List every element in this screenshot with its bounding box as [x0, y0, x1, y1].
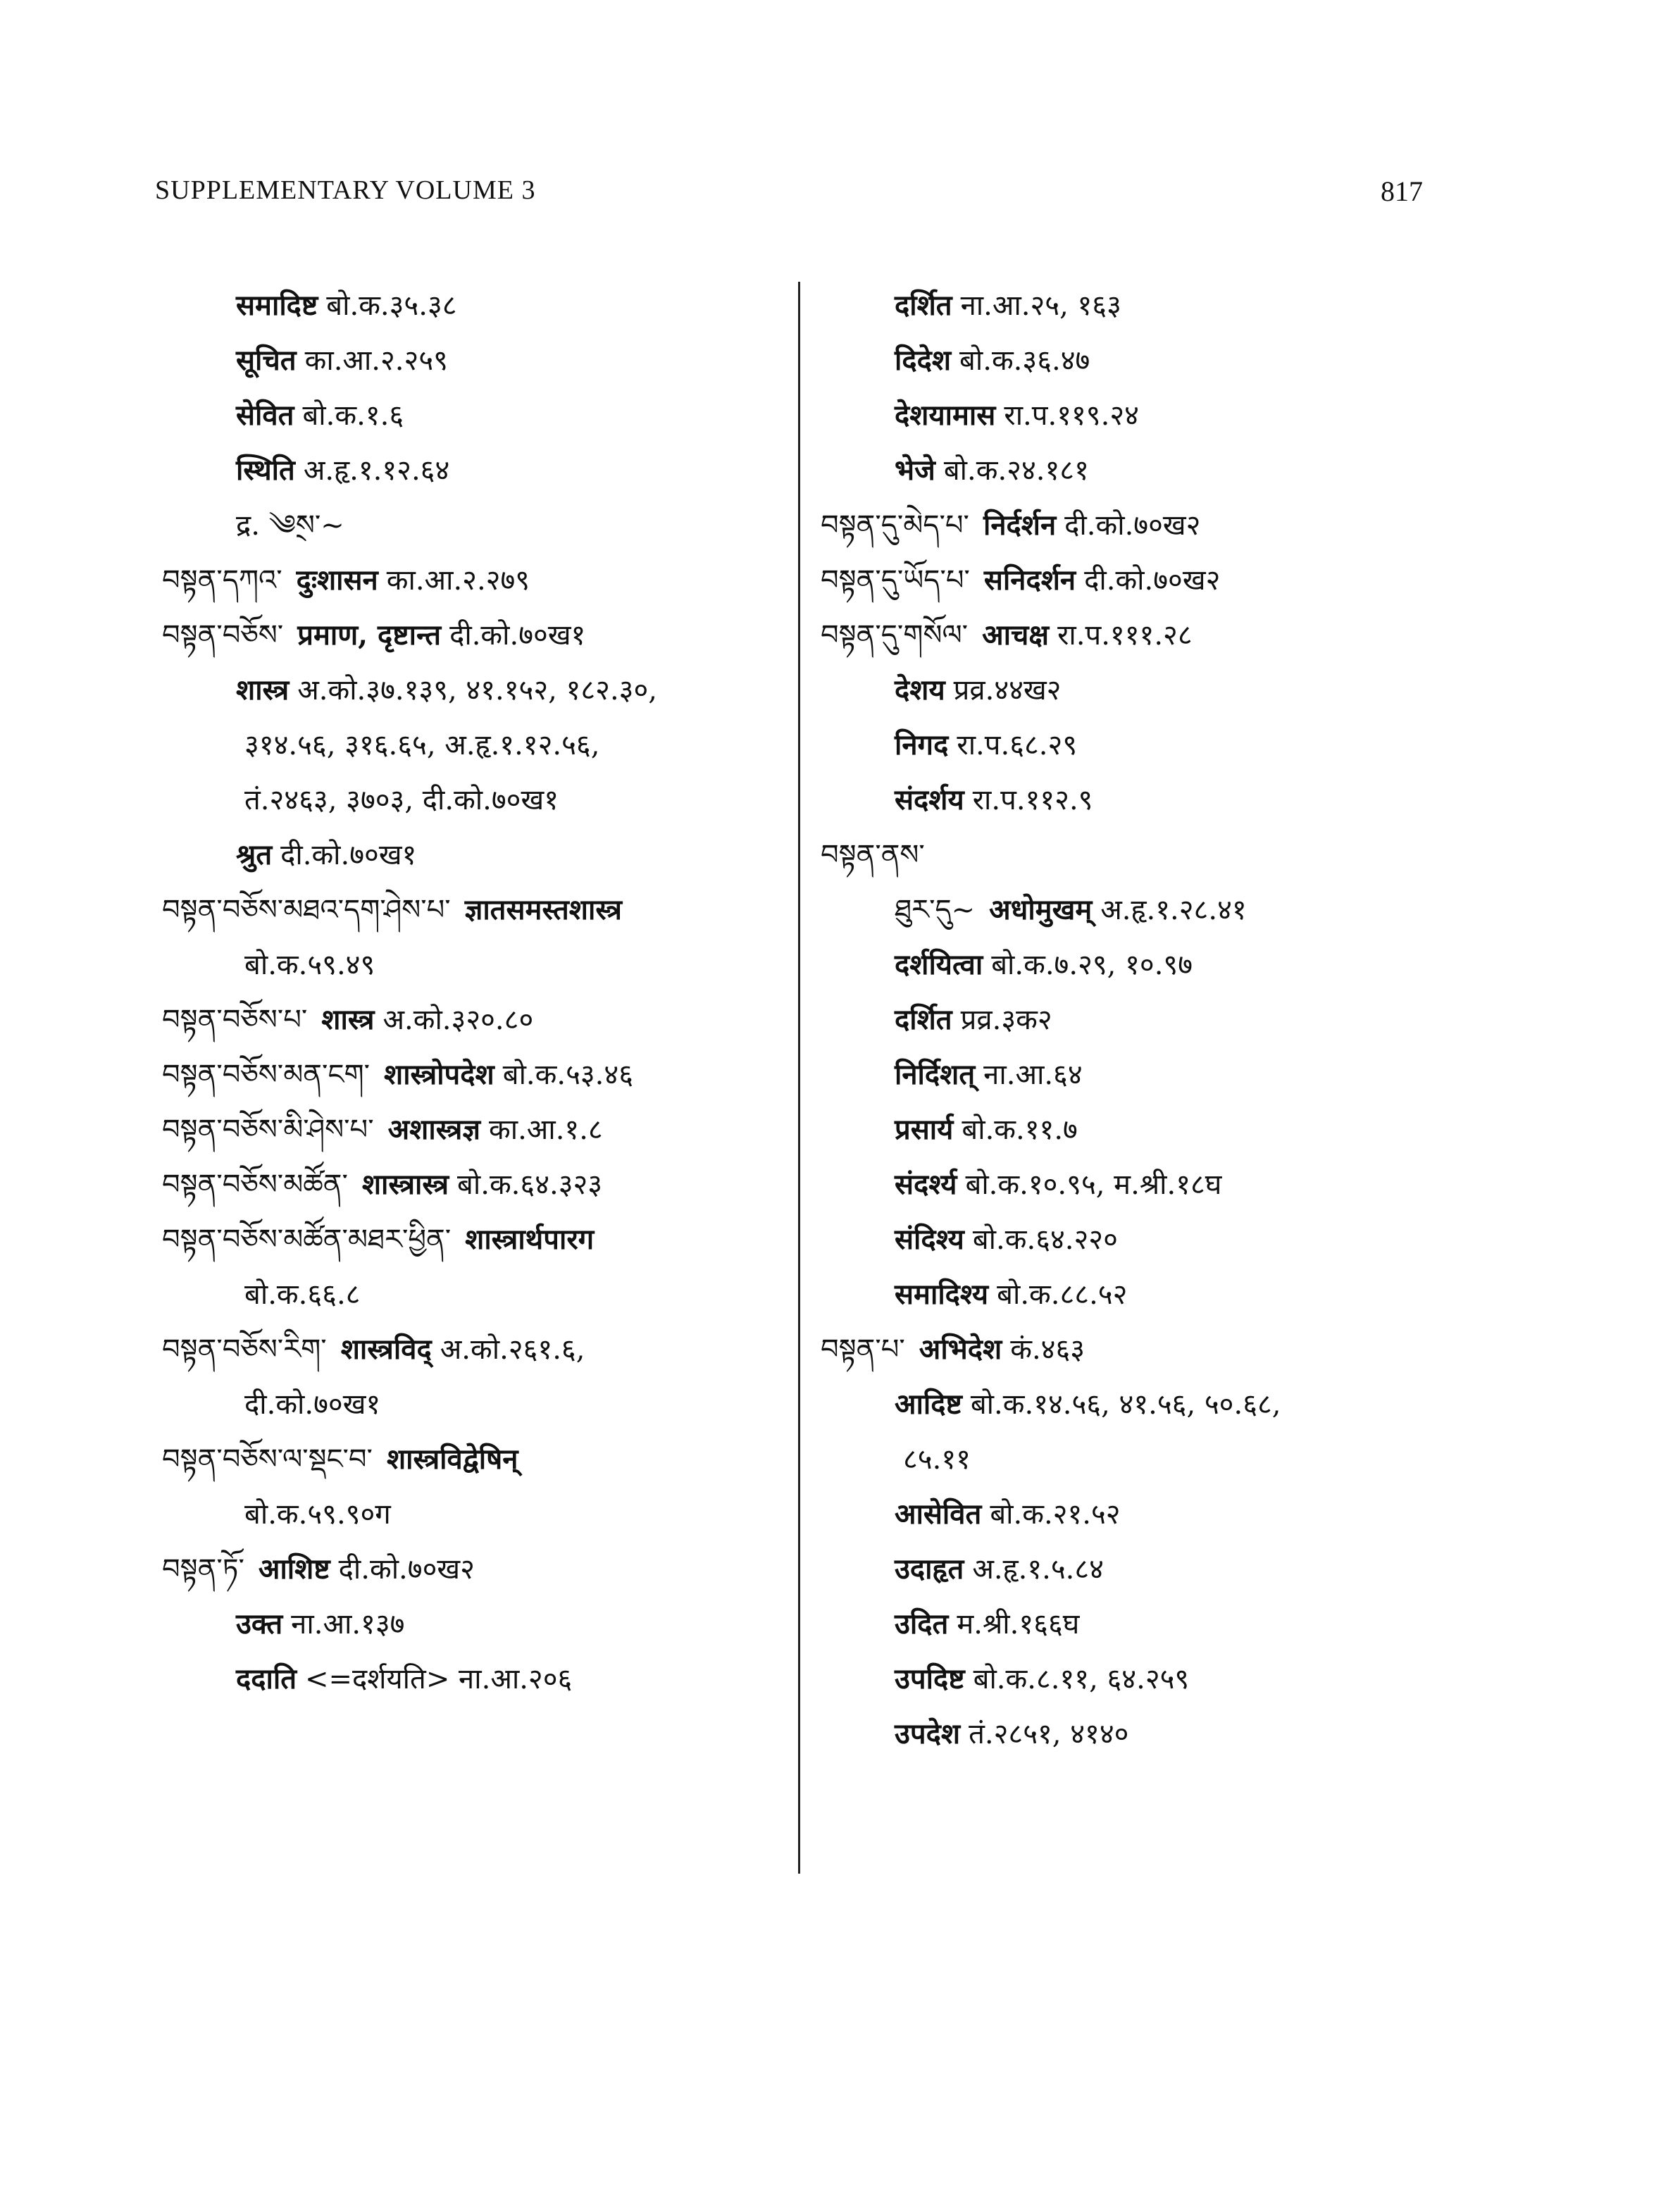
- tibetan-term: བསྟན་བཅོས་མན་ངག་: [162, 1059, 370, 1091]
- dictionary-subentry-line: [162, 278, 796, 333]
- dictionary-subentry-line: [821, 388, 1433, 443]
- source-reference: तं.२४६३, ३७०३, दी.को.७०ख१: [244, 784, 559, 816]
- source-reference: रा.प.१११.२८: [1057, 619, 1193, 652]
- sanskrit-term: दर्शित: [895, 289, 952, 322]
- source-reference: बो.क.१४.५६, ४१.५६, ५०.६८,: [970, 1388, 1281, 1421]
- tibetan-term: ཐུར་དུ~: [895, 894, 976, 926]
- dictionary-subentry-line: [162, 498, 796, 553]
- dictionary-subentry-line: [821, 938, 1433, 992]
- dictionary-subentry-line: [162, 388, 796, 443]
- source-reference: ८५.११: [903, 1443, 971, 1476]
- sanskrit-term: उदित: [895, 1607, 949, 1640]
- running-head: SUPPLEMENTARY VOLUME 3: [155, 175, 536, 205]
- sanskrit-term: भेजे: [895, 454, 935, 487]
- sanskrit-term: शास्त्रास्त्र: [361, 1168, 449, 1201]
- dictionary-subentry-line: [821, 773, 1433, 828]
- sanskrit-term: उपदेश: [895, 1717, 961, 1750]
- sanskrit-term: ज्ञातसमस्तशास्त्र: [464, 893, 623, 926]
- dictionary-subentry-line: [821, 1487, 1433, 1542]
- sanskrit-term: दर्शित: [895, 1003, 952, 1036]
- sanskrit-term: सनिदर्शन: [983, 564, 1076, 597]
- sanskrit-term: आदिष्ट: [895, 1388, 962, 1421]
- sanskrit-term: शास्त्रविद्: [340, 1333, 432, 1366]
- source-reference: दी.को.७०ख१: [244, 1388, 381, 1421]
- source-reference: अ.को.३२०.८०: [382, 1004, 534, 1036]
- source-reference: बो.क.१.६: [302, 399, 404, 432]
- right-column: [821, 278, 1433, 1762]
- source-reference: तं.२८५१, ४१४०: [969, 1718, 1129, 1750]
- source-reference: <=दर्शयति> ना.आ.२०६: [305, 1663, 573, 1695]
- dictionary-subentry-line: [821, 1377, 1433, 1432]
- dictionary-subentry-line: [162, 938, 796, 992]
- source-reference: बो.क.६४.२२०: [972, 1224, 1118, 1256]
- dictionary-subentry-line: [821, 883, 1433, 938]
- dictionary-headword-line: [162, 992, 796, 1047]
- left-column: [162, 278, 796, 1707]
- dictionary-subentry-line: [821, 1707, 1433, 1762]
- dictionary-headword-line: [162, 1212, 796, 1267]
- sanskrit-term: अशास्त्रज्ञ: [387, 1113, 481, 1146]
- sanskrit-term: निर्दिशत्: [895, 1058, 976, 1091]
- source-reference: दी.को.७०ख२: [1084, 564, 1221, 597]
- source-reference: बो.क.७.२९, १०.९७: [991, 949, 1193, 981]
- dictionary-subentry-line: [821, 1102, 1433, 1157]
- sanskrit-term: स्थिति: [236, 454, 295, 487]
- source-reference: अ.को.३७.१३९, ४१.१५२, १८२.३०,: [297, 674, 657, 706]
- sanskrit-term: सेवित: [236, 399, 294, 432]
- source-reference: बो.क.६४.३२३: [457, 1169, 603, 1201]
- sanskrit-term: संदर्शय: [895, 783, 964, 816]
- cross-reference: द्र. ༄྄ས་~: [236, 509, 344, 542]
- page-number: 817: [1381, 175, 1423, 207]
- source-reference: ना.आ.६४: [983, 1059, 1083, 1091]
- tibetan-term: བསྟན་དུ་གསོལ་: [821, 619, 969, 652]
- source-reference: बो.क.१०.९५, म.श्री.१८घ: [965, 1169, 1222, 1201]
- tibetan-term: བསྟན་བཅོས་: [162, 619, 284, 652]
- dictionary-headword-line: [821, 828, 1433, 883]
- source-reference: बो.क.५९.९०ग: [244, 1498, 391, 1531]
- tibetan-term: བསྟན་བཅོས་མཚོན་: [162, 1169, 348, 1201]
- dictionary-headword-line: [162, 1542, 796, 1597]
- dictionary-subentry-line: [821, 1597, 1433, 1652]
- page-header: [155, 175, 1423, 217]
- tibetan-term: བསྟན་པ་: [821, 1333, 905, 1366]
- dictionary-subentry-line: [821, 1652, 1433, 1707]
- tibetan-term: བསྟན་བཅོས་པ་: [162, 1004, 308, 1036]
- dictionary-subentry-line: [821, 1212, 1433, 1267]
- source-reference: बो.क.३६.४७: [959, 344, 1090, 377]
- sanskrit-term: शास्त्रार्थपारग: [465, 1223, 595, 1256]
- source-reference: का.आ.२.२५९: [304, 344, 448, 377]
- dictionary-headword-line: [162, 883, 796, 938]
- tibetan-term: བསྟན་ཏོ་: [162, 1553, 244, 1586]
- sanskrit-term: श्रुत: [236, 838, 273, 871]
- sanskrit-term: अधोमुखम्: [989, 893, 1093, 926]
- dictionary-subentry-line: [162, 828, 796, 883]
- dictionary-subentry-line: [821, 992, 1433, 1047]
- sanskrit-term: उपदिष्ट: [895, 1662, 965, 1695]
- tibetan-term: བསྟན་དུ་མེད་པ་: [821, 509, 969, 542]
- source-reference: बो.क.५९.४९: [244, 949, 375, 981]
- tibetan-term: བསྟན་བཅོས་མཐའ་དག་ཤེས་པ་: [162, 894, 451, 926]
- tibetan-term: བསྟན་བཅོས་མི་ཤེས་པ་: [162, 1114, 374, 1146]
- source-reference: कं.४६३: [1010, 1333, 1085, 1366]
- sanskrit-term: अभिदेश: [919, 1333, 1002, 1366]
- dictionary-subentry-line: [162, 773, 796, 828]
- dictionary-subentry-line: [821, 443, 1433, 498]
- dictionary-headword-line: [162, 608, 796, 663]
- sanskrit-term: दुःशासन: [296, 564, 378, 597]
- source-reference: ना.आ.१३७: [291, 1608, 405, 1640]
- source-reference: दी.को.७०ख२: [338, 1553, 475, 1586]
- source-reference: बो.क.३५.३८: [326, 289, 457, 322]
- dictionary-subentry-line: [821, 1047, 1433, 1102]
- dictionary-headword-line: [162, 1322, 796, 1377]
- sanskrit-term: निगद: [895, 728, 949, 761]
- sanskrit-term: शास्त्रोपदेश: [384, 1058, 494, 1091]
- dictionary-headword-line: [162, 1157, 796, 1212]
- sanskrit-term: समादिष्ट: [236, 289, 318, 322]
- sanskrit-term: आचक्ष: [982, 618, 1050, 652]
- dictionary-subentry-line: [162, 1377, 796, 1432]
- dictionary-subentry-line: [162, 1597, 796, 1652]
- source-reference: ना.आ.२५, १६३: [960, 289, 1121, 322]
- sanskrit-term: उदाहृत: [895, 1552, 964, 1586]
- source-reference: अ.हृ.१.१२.६४: [303, 454, 450, 487]
- source-reference: प्रव्र.४४ख२: [953, 674, 1062, 706]
- sanskrit-term: शास्त्र: [321, 1003, 375, 1036]
- tibetan-term: བསྟན་དཀའ་: [162, 564, 282, 597]
- dictionary-headword-line: [821, 1322, 1433, 1377]
- sanskrit-term: दिदेश: [895, 344, 952, 377]
- dictionary-subentry-line: [821, 1542, 1433, 1597]
- source-reference: बो.क.२१.५२: [990, 1498, 1121, 1531]
- dictionary-subentry-line: [162, 443, 796, 498]
- dictionary-subentry-line: [821, 718, 1433, 773]
- source-reference: अ.हृ.१.२८.४१: [1100, 894, 1247, 926]
- source-reference: रा.प.११९.२४: [1004, 399, 1139, 432]
- source-reference: ३१४.५६, ३१६.६५, अ.हृ.१.१२.५६,: [244, 729, 600, 761]
- dictionary-headword-line: [162, 1047, 796, 1102]
- dictionary-subentry-line: [821, 333, 1433, 388]
- sanskrit-term: संदर्श्य: [895, 1168, 957, 1201]
- dictionary-headword-line: [162, 1432, 796, 1487]
- source-reference: अ.हृ.१.५.८४: [972, 1553, 1104, 1586]
- dictionary-subentry-line: [162, 718, 796, 773]
- dictionary-subentry-line: [821, 278, 1433, 333]
- source-reference: प्रव्र.३क२: [960, 1004, 1052, 1036]
- source-reference: का.आ.२.२७९: [386, 564, 530, 597]
- source-reference: बो.क.११.७: [962, 1114, 1078, 1146]
- dictionary-subentry-line: [821, 1432, 1433, 1487]
- tibetan-term: བསྟན་བཅོས་རིག་: [162, 1333, 327, 1366]
- source-reference: बो.क.८.११, ६४.२५९: [973, 1663, 1190, 1695]
- dictionary-headword-line: [821, 498, 1433, 553]
- sanskrit-term: दर्शयित्वा: [895, 948, 983, 981]
- tibetan-term: བསྟན་དུ་ཡོད་པ་: [821, 564, 970, 597]
- sanskrit-term: आशिष्ट: [258, 1552, 330, 1586]
- sanskrit-term: आसेवित: [895, 1498, 982, 1531]
- source-reference: बो.क.६६.८: [244, 1278, 361, 1311]
- dictionary-headword-line: [821, 608, 1433, 663]
- source-reference: बो.क.२४.१८१: [943, 454, 1089, 487]
- dictionary-headword-line: [821, 553, 1433, 608]
- dictionary-headword-line: [162, 1102, 796, 1157]
- sanskrit-term: देशय: [895, 673, 945, 706]
- dictionary-subentry-line: [162, 333, 796, 388]
- sanskrit-term: शास्त्र: [236, 673, 290, 706]
- sanskrit-term: देशयामास: [895, 399, 996, 432]
- source-reference: बो.क.८८.५२: [997, 1278, 1128, 1311]
- tibetan-term: བསྟན་བཅོས་ལ་སྡང་བ་: [162, 1443, 373, 1476]
- tibetan-term: བསྟན་བཅོས་མཚོན་མཐར་ཕྱིན་: [162, 1224, 452, 1256]
- dictionary-subentry-line: [821, 663, 1433, 718]
- sanskrit-term: ददाति: [236, 1662, 297, 1695]
- source-reference: बो.क.५३.४६: [502, 1059, 633, 1091]
- dictionary-subentry-line: [821, 1267, 1433, 1322]
- dictionary-subentry-line: [162, 663, 796, 718]
- source-reference: रा.प.११२.९: [972, 784, 1093, 816]
- dictionary-subentry-line: [162, 1267, 796, 1322]
- source-reference: म.श्री.१६६घ: [957, 1608, 1080, 1640]
- sanskrit-term: प्रसार्य: [895, 1113, 954, 1146]
- dictionary-headword-line: [162, 553, 796, 608]
- sanskrit-term: निर्दर्शन: [983, 509, 1057, 542]
- sanskrit-term: शास्त्रविद्वेषिन्: [386, 1443, 518, 1476]
- source-reference: दी.को.७०ख२: [1064, 509, 1201, 542]
- source-reference: अ.को.२६१.६,: [440, 1333, 585, 1366]
- tibetan-term: བསྟན་ནས་: [821, 839, 925, 871]
- source-reference: दी.को.७०ख१: [449, 619, 586, 652]
- sanskrit-term: संदिश्य: [895, 1223, 964, 1256]
- source-reference: का.आ.१.८: [489, 1114, 603, 1146]
- sanskrit-term: समादिश्य: [895, 1278, 989, 1311]
- source-reference: रा.प.६८.२९: [957, 729, 1078, 761]
- dictionary-subentry-line: [821, 1157, 1433, 1212]
- dictionary-subentry-line: [162, 1652, 796, 1707]
- sanskrit-term: उक्त: [236, 1607, 283, 1640]
- sanskrit-term: प्रमाण, दृष्टान्त: [297, 618, 442, 652]
- dictionary-subentry-line: [162, 1487, 796, 1542]
- source-reference: दी.को.७०ख१: [280, 839, 417, 871]
- column-divider: [798, 282, 800, 1874]
- sanskrit-term: सूचित: [236, 344, 297, 377]
